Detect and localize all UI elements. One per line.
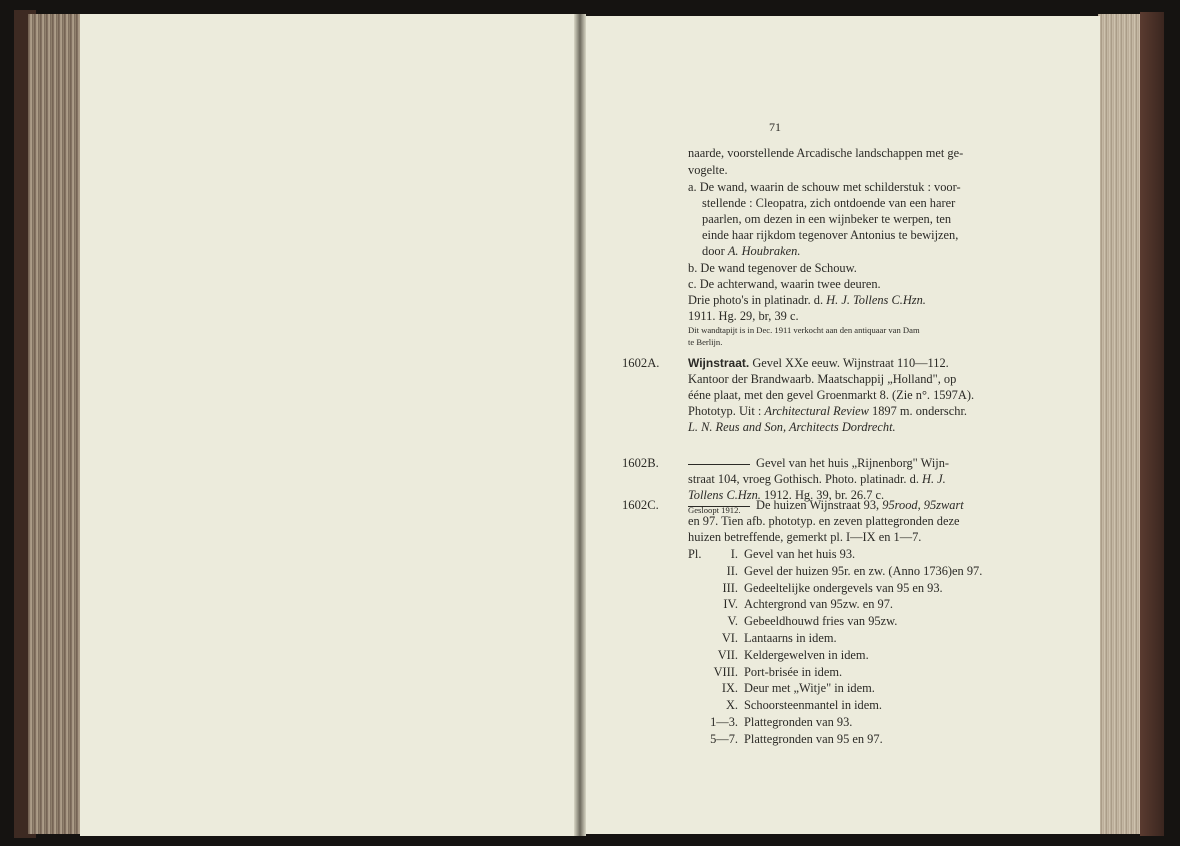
plate-description: Plattegronden van 93. xyxy=(744,715,853,729)
plate-description: Schoorsteenmantel in idem. xyxy=(744,698,882,713)
entry-line xyxy=(688,456,949,472)
footnote: Gesloopt 1912. xyxy=(688,505,741,515)
book-gutter xyxy=(574,14,586,836)
entry-line: éénе plaat, met den gevel Groenmarkt 8. (Zie n°. 1597A). xyxy=(688,388,975,402)
plate-description: Gebeeldhouwd fries van 95zw. xyxy=(744,614,898,629)
entry-line: Kantoor der Brandwaarb. Maatschappij „Holland", op xyxy=(688,372,957,386)
entry-line: huizen betreffende, gemerkt pl. I—IX en 1—7. xyxy=(688,530,922,544)
dash-rule xyxy=(688,464,750,465)
entry-line xyxy=(688,356,949,372)
plate-description: Port-brisée in idem. xyxy=(744,664,843,679)
text-span: door xyxy=(702,244,728,258)
text-span: 1897 m. onderschr. xyxy=(868,404,967,418)
entry-line xyxy=(688,498,964,514)
page-edges-left xyxy=(28,14,80,834)
entry-line xyxy=(688,472,946,488)
text-span: Gevel XXe eeuw. Wijnstraat 110—112. xyxy=(749,356,949,370)
entry-line: en 97. Tien afb. phototyp. en zeven plattegronden deze xyxy=(688,514,960,528)
intro-item-c: c. De achterwand, waarin twee deuren. xyxy=(688,277,881,291)
intro-line: naarde, voorstellende Arcadische landschappen met ge- xyxy=(688,146,964,160)
house-numbers: 95rood, 95zwart xyxy=(882,498,964,512)
plates-header: Pl. xyxy=(688,547,702,561)
text-span: Drie photo's in platinadr. d. xyxy=(688,293,827,307)
intro-line: 1911. Hg. 29, br, 39 c. xyxy=(688,309,799,323)
text-span: 1912. Hg. 39, br. 26.7 c. xyxy=(760,488,885,502)
intro-item-b: b. De wand tegenover de Schouw. xyxy=(688,261,857,275)
intro-item-a: stellende : Cleopatra, zich ontdoende van een harer xyxy=(702,196,956,210)
caption: L. N. Reus and Son, Architects Dordrecht. xyxy=(688,420,896,434)
plate-label: 5—7. xyxy=(710,731,738,746)
publication-title: Architectural Review xyxy=(764,404,869,418)
text-span: Gevel van het huis „Rijnenborg" Wijn- xyxy=(756,456,950,470)
photographer: H. J. Tollens C.Hzn. xyxy=(826,293,926,307)
entry-number: 1602A. xyxy=(622,356,660,370)
text-span: straat 104, vroeg Gothisch. Photo. platinadr. d. xyxy=(688,472,923,486)
photographer: Tollens C.Hzn. xyxy=(688,488,761,502)
intro-line xyxy=(688,293,926,309)
entry-line xyxy=(688,420,896,436)
entry-line xyxy=(688,404,967,420)
plate-label: VII. xyxy=(717,647,738,662)
plate-description: Deur met „Witje" in idem. xyxy=(744,681,875,696)
plate-label: IV. xyxy=(723,597,738,612)
intro-item-a xyxy=(702,244,800,260)
page-text xyxy=(586,16,1100,834)
plate-description: Gevel van het huis 93. xyxy=(744,547,856,561)
photographer: H. J. xyxy=(922,472,946,486)
intro-item-a: einde haar rijkdom tegenover Antonius te bewijzen, xyxy=(702,228,959,242)
plate-description: Achtergrond van 95zw. en 97. xyxy=(744,597,893,612)
intro-line: vogelte. xyxy=(688,163,728,177)
intro-item-a: paarlen, om dezen in een wijnbeker te werpen, ten xyxy=(702,212,952,226)
entry-title: Wijnstraat. xyxy=(688,356,750,370)
blank-left-page xyxy=(80,14,580,836)
plate-description: Keldergewelven in idem. xyxy=(744,647,869,662)
plate-label: II. xyxy=(726,563,738,578)
plate-label: III. xyxy=(722,580,738,595)
plate-description: Lantaarns in idem. xyxy=(744,631,837,645)
plate-label: V. xyxy=(727,614,738,629)
page-edges-right xyxy=(1098,14,1146,834)
attribution: A. Houbraken. xyxy=(727,244,801,258)
book-cover-right xyxy=(1140,12,1164,836)
footnote: te Berlijn. xyxy=(688,337,723,347)
plate-label: VIII. xyxy=(713,664,738,679)
plate-label: 1—3. xyxy=(710,715,738,729)
plate-description: Gevel der huizen 95r. en zw. (Anno 1736)en 97. xyxy=(744,563,983,578)
entry-number: 1602C. xyxy=(622,498,659,512)
entry-number: 1602B. xyxy=(622,456,659,470)
plate-description: Gedeeltelijke ondergevels van 95 en 93. xyxy=(744,580,943,595)
page-number: 71 xyxy=(769,120,781,134)
plate-label: I. xyxy=(730,547,738,561)
plate-label: IX. xyxy=(721,681,738,696)
text-span: Phototyp. Uit : xyxy=(688,404,765,418)
dash-rule xyxy=(688,506,750,507)
plate-label: X. xyxy=(725,698,738,713)
intro-item-a: a. De wand, waarin de schouw met schilderstuk : voor- xyxy=(688,180,961,194)
right-page xyxy=(586,16,1100,834)
footnote: Dit wandtapijt is in Dec. 1911 verkocht aan den antiquaar van Dam xyxy=(688,325,920,335)
text-span: De huizen Wijnstraat 93, xyxy=(756,498,883,512)
plate-label: VI. xyxy=(721,631,738,645)
plate-description: Plattegronden van 95 en 97. xyxy=(744,731,883,746)
